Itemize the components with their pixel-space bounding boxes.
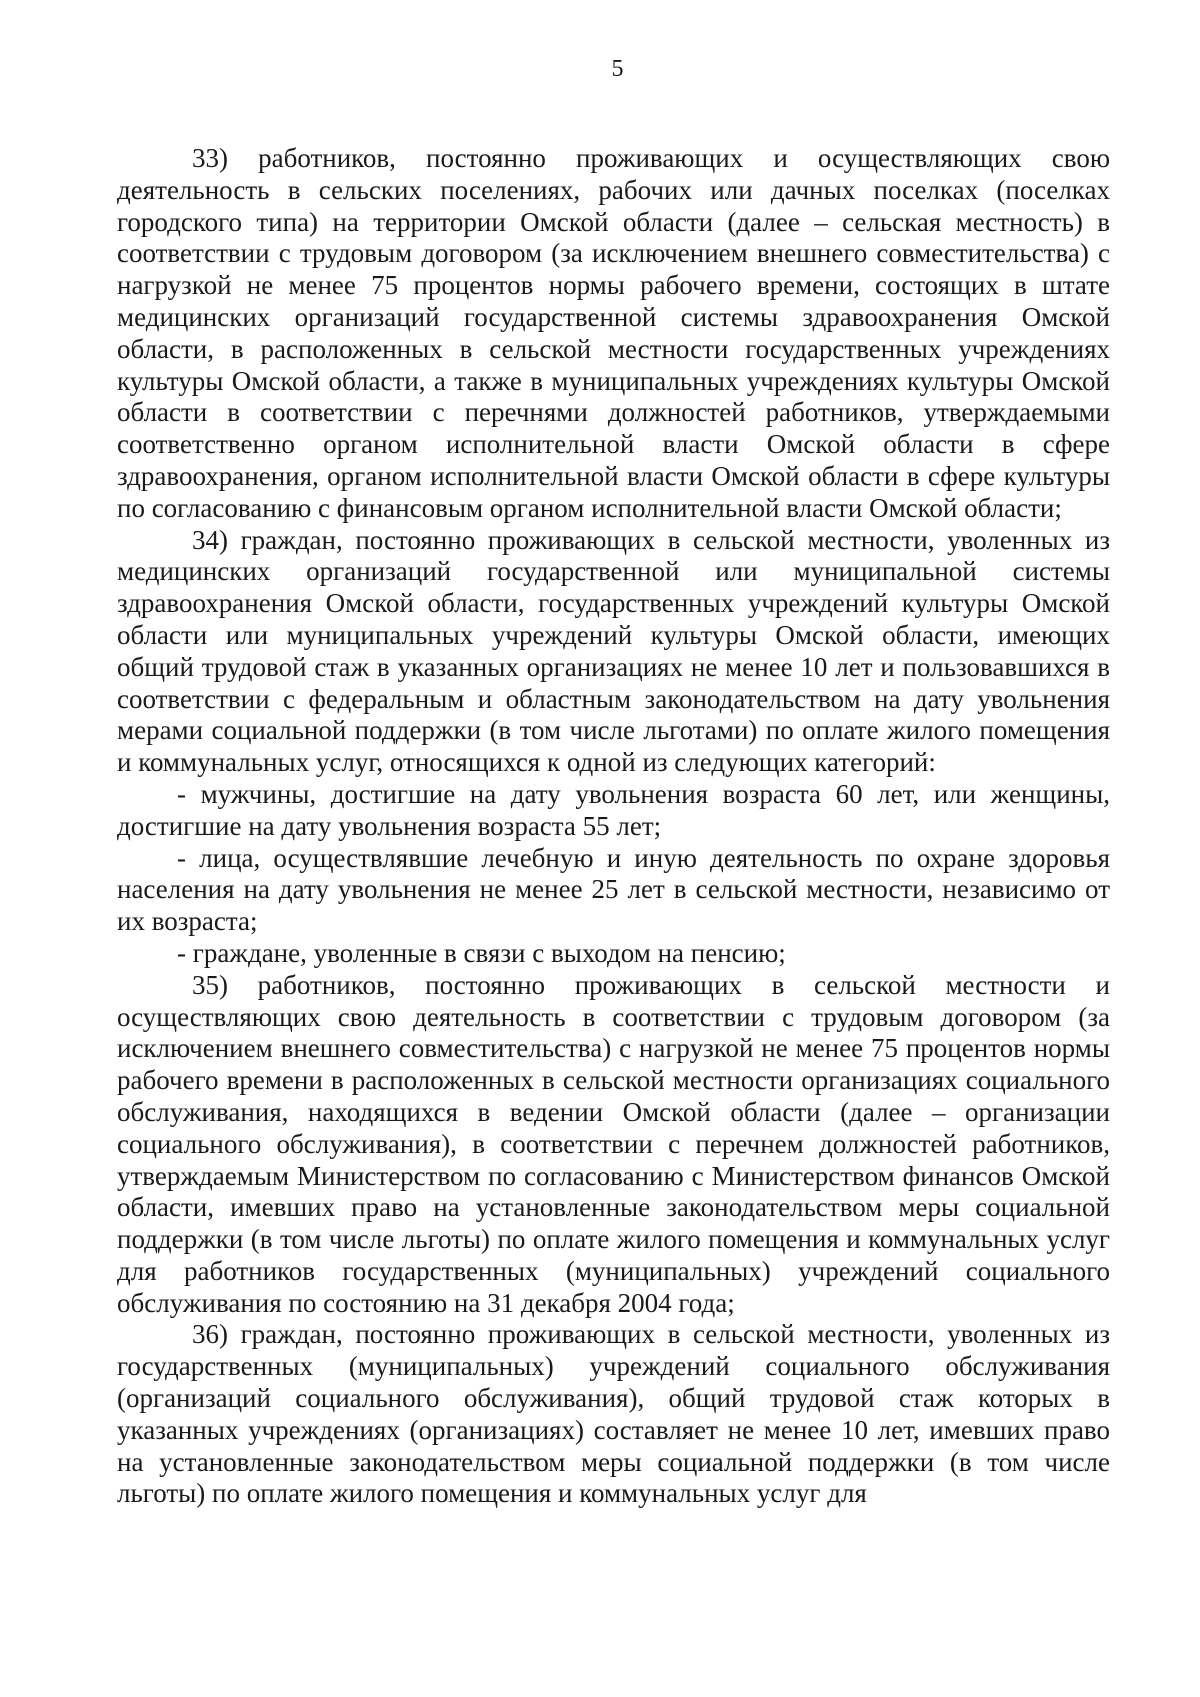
paragraph-item-35: 35) работников, постоянно проживающих в сельской местности и осуществляющих свою деятельность в соответствии с трудовым договором (за исключением внешнего совместительства) с нагрузкой не менее 75 процентов нормы рабочего времени в расположенных в сельской местности организациях социального обслуживания, находящихся в ведении Омской области (далее – организации социального обслуживания), в соответствии с перечнем должностей работников, утверждаемым Министерством по согласованию с Министерством финансов Омской области, имевших право на установленные законодательством меры социальной поддержки (в том числе льготы) по оплате жилого помещения и коммунальных услуг для работников государственных (муниципальных) учреждений социального обслуживания по состоянию на 31 декабря 2004 года; (117, 969, 1110, 1318)
paragraph-item-33: 33) работников, постоянно проживающих и осуществляющих свою деятельность в сельских поселениях, рабочих или дачных поселках (поселках городского типа) на территории Омской области (далее – сельская местность) в соответствии с трудовым договором (за исключением внешнего совместительства) с нагрузкой не менее 75 процентов нормы рабочего времени, состоящих в штате медицинских организаций государственной системы здравоохранения Омской области, в расположенных в сельской местности государственных учреждениях культуры Омской области, а также в муниципальных учреждениях культуры Омской области в соответствии с перечнями должностей работников, утверждаемыми соответственно органом исполнительной власти Омской области в сфере здравоохранения, органом исполнительной власти Омской области в сфере культуры по согласованию с финансовым органом исполнительной власти Омской области; (117, 143, 1110, 523)
page-number: 5 (611, 56, 624, 82)
paragraph-item-36: 36) граждан, постоянно проживающих в сельской местности, уволенных из государственных (муниципальных) учреждений социального обслуживания (организаций социального обслуживания), общий трудовой стаж которых в указанных учреждениях (организациях) составляет не менее 10 лет, имевших право на установленные законодательством меры социальной поддержки (в том числе льготы) по оплате жилого помещения и коммунальных услуг для (117, 1319, 1110, 1509)
paragraph-item-34: 34) граждан, постоянно проживающих в сельской местности, уволенных из медицинских организаций государственной или муниципальной системы здравоохранения Омской области, государственных учреждений культуры Омской области или муниципальных учреждений культуры Омской области, имеющих общий трудовой стаж в указанных организациях не менее 10 лет и пользовавшихся в соответствии с федеральным и областным законодательством на дату увольнения мерами социальной поддержки (в том числе льготами) по оплате жилого помещения и коммунальных услуг, относящихся к одной из следующих категорий: (117, 524, 1110, 778)
paragraph-bullet-pension: - граждане, уволенные в связи с выходом на пенсию; (177, 937, 786, 968)
paragraph-bullet-service-length: - лица, осуществлявшие лечебную и иную деятельность по охране здоровья населения на дату увольнения не менее 25 лет в сельской местности, независимо от их возраста; (117, 842, 1110, 937)
paragraph-bullet-age: - мужчины, достигшие на дату увольнения возраста 60 лет, или женщины, достигшие на дату увольнения возраста 55 лет; (117, 778, 1110, 841)
document-body (117, 143, 1110, 1510)
